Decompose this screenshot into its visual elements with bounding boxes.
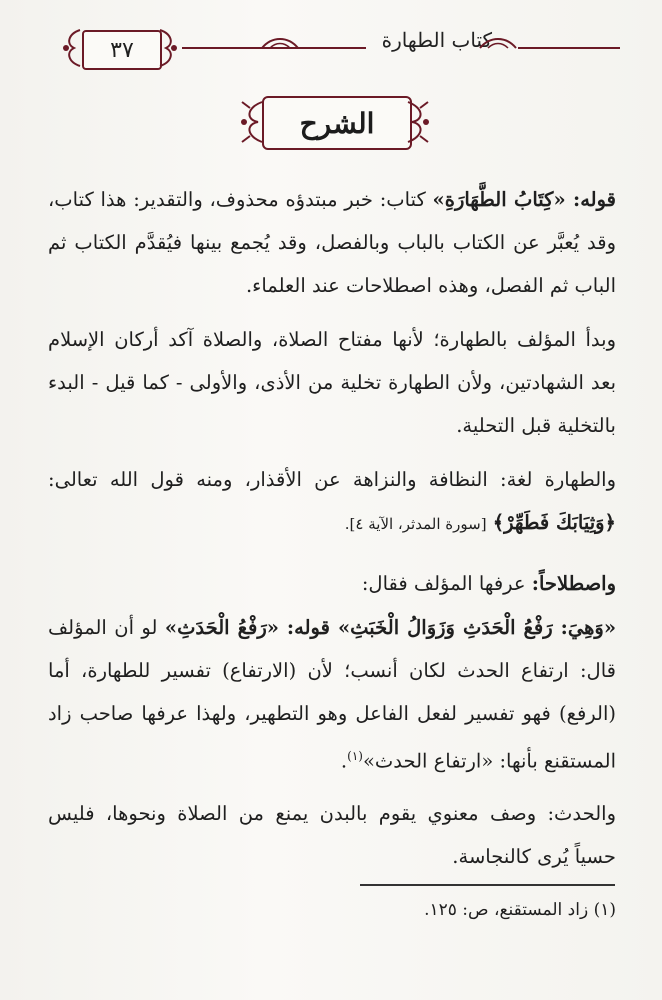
section-title: الشرح [299, 106, 375, 140]
running-title: كتاب الطهارة [381, 28, 492, 52]
paragraph-text: لو أن المؤلف قال: ارتفاع الحدث لكان أنسب؛ لأن (الارتفاع) تفسير للطهارة، أما (الرفع) فهو تفسير لفعل الفاعل وهو التطهير، ولهذا عرفها صاحب زاد المستقنع بأنها: «ارتفاع الحدث» [48, 616, 616, 773]
section-flourish-right-icon [404, 98, 434, 146]
quote-lead: قوله: «كِتَابُ الطَّهَارَةِ» [432, 188, 616, 211]
paragraph-text: وبدأ المؤلف بالطهارة؛ لأنها مفتاح الصلاة، والصلاة آكد أركان الإسلام بعد الشهادتين، ولأن الطهارة تخلية من الأذى، والأولى - كما قيل - البدء بالتخلية قبل التحلية. [48, 328, 616, 437]
paragraph-why-tahara [48, 318, 616, 447]
leaf-ornament-right-icon [478, 34, 518, 60]
paragraph-text: والحدث: وصف معنوي يقوم بالبدن يمنع من الصلاة ونحوها، فليس حسياً يُرى كالنجاسة. [48, 802, 616, 868]
footnote-divider [360, 884, 615, 886]
term-lead: واصطلاحاً: [531, 572, 616, 595]
quote-lead: قوله: «رَفْعُ الْحَدَثِ» [164, 616, 338, 639]
paragraph-hadath [48, 792, 616, 878]
verse-reference: [سورة المدثر، الآية ٤]. [344, 515, 487, 533]
sentence-end: . [340, 749, 348, 773]
paragraph-text: عرفها المؤلف فقال: [361, 572, 532, 595]
paragraph-kitab [48, 178, 616, 307]
paragraph-text: كتاب: خبر مبتدؤه محذوف، والتقدير: هذا كتاب، وقد يُعبَّر عن الكتاب بالباب وبالفصل، وقد يُجمع بينها فيُقدَّم الكتاب ثم الباب ثم الفصل، وهذه اصطلاحات عند العلماء. [48, 188, 616, 297]
paragraph-text: والطهارة لغة: النظافة والنزاهة عن الأقذار، ومنه قول الله تعالى: [48, 468, 616, 491]
page-header [60, 22, 620, 74]
page-number-box [82, 30, 162, 70]
left-header-ornament-icon [60, 26, 84, 70]
paragraph-linguistic [48, 458, 616, 546]
quran-verse: ﴿وَثِيَابَكَ فَطَهِّرْ﴾ [492, 511, 616, 534]
footnote-marker[interactable]: (١) [347, 749, 363, 763]
section-title-box [262, 96, 412, 150]
footnote: (١) زاد المستقنع، ص: ١٢٥. [424, 900, 616, 920]
definition-quote: «وَهِيَ: رَفْعُ الْحَدَثِ وَزَوَالُ الْخَبَثِ» [337, 616, 617, 639]
paragraph-definition [48, 606, 616, 783]
right-pagenum-ornament-icon [156, 26, 180, 70]
header-rule-right [518, 47, 620, 49]
page-number: ٣٧ [110, 37, 134, 63]
paragraph-technical [48, 562, 616, 605]
leaf-ornament-icon [260, 34, 300, 60]
